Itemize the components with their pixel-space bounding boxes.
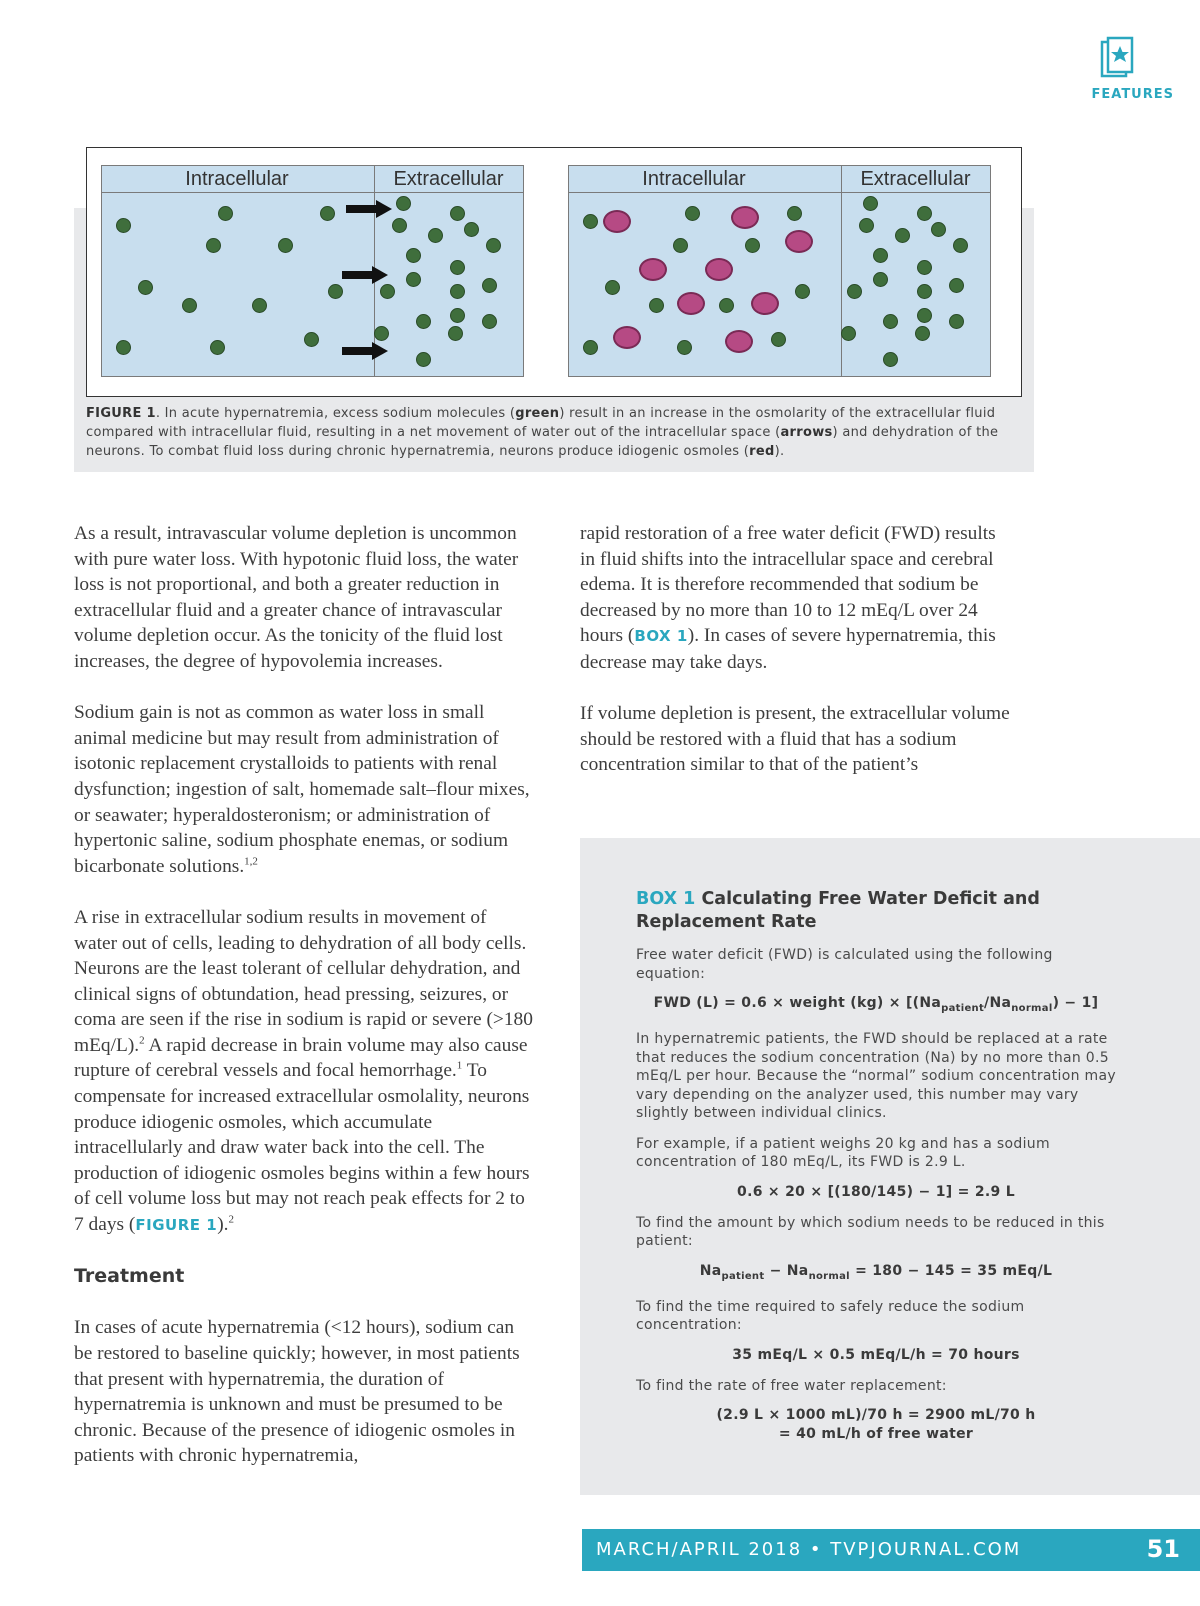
sodium-dot <box>673 238 688 253</box>
sodium-dot <box>917 284 932 299</box>
sodium-dot <box>450 284 465 299</box>
sodium-dot <box>915 326 930 341</box>
sodium-dot <box>895 228 910 243</box>
paragraph: rapid restoration of a free water deficit (FWD) results in fluid shifts into the intracellular space and cerebral edema. It is therefore recommended that sodium be decreased by no more than 10 to 12 mEq/L over 24 hours (BOX 1). In cases of severe hypernatremia, this decrease may take days. <box>580 523 996 673</box>
sodium-dot <box>949 278 964 293</box>
osmole-dot <box>785 230 813 253</box>
sodium-dot <box>677 340 692 355</box>
footer-issue: MARCH/APRIL 2018 • TVPJOURNAL.COM <box>596 1539 1022 1560</box>
sodium-dot <box>486 238 501 253</box>
sodium-dot <box>847 284 862 299</box>
arrow-icon <box>342 342 388 360</box>
equation: FWD (L) = 0.6 × weight $(kg) \times [(Na_{patient}/Na_{normal}) - 1]$ <box>653 995 1099 1014</box>
sodium-dot <box>396 196 411 211</box>
chronic-panel <box>568 165 991 377</box>
sodium-dot <box>649 298 664 313</box>
osmole-dot <box>751 292 779 315</box>
sodium-dot <box>278 238 293 253</box>
sodium-dot <box>450 206 465 221</box>
paragraph: A rise in extracellular sodium results in movement of water out of cells, leading to dehydration of all body cells. Neurons are the least tolerant of cellular dehydration, and clinical signs of obtundation, head pressing, seizures, or coma are seen if the rise in sodium is rapid or severe (>180 mEq/L).$^2$ A rapid decrease in brain volume may also cause rupture of cerebral vessels and focal hemorrhage.$^1$ To compensate for increased extracellular osmolality, neurons produce idiogenic osmoles, which accumulate intracellularly and draw water back into the cell. The production of idiogenic osmoles begins within a few hours of cell volume loss but may not reach peak effects for 2 to 7 days (FIGURE 1).$^2$ <box>74 906 533 1236</box>
sodium-dot <box>320 206 335 221</box>
sodium-dot <box>953 238 968 253</box>
sodium-dot <box>873 272 888 287</box>
sodium-dot <box>392 218 407 233</box>
intracellular-label: Intracellular <box>642 168 746 190</box>
figure-1-link[interactable]: FIGURE 1 <box>135 1216 218 1235</box>
sodium-dot <box>182 298 197 313</box>
intracellular-label: Intracellular <box>185 168 289 190</box>
box-paragraph: Free water deficit (FWD) is calculated using the following equation: <box>636 947 1053 982</box>
figure-caption: FIGURE 1. In acute hypernatremia, excess sodium molecules (green) result in an increase in the osmolarity of the extracellular fluid compared with intracellular fluid, resulting in a net movement of water out of the intracellular space (arrows) and dehydration of the neurons. To combat fluid loss during chronic hypernatremia, neurons produce idiogenic osmoles (red). <box>86 406 999 459</box>
paragraph: As a result, intravascular volume depletion is uncommon with pure water loss. With hypotonic fluid loss, the water loss is not proportional, and both a greater reduction in extracellular fluid and a greater chance of intravascular volume depletion occur. As the tonicity of the fluid lost increases, the degree of hypovolemia increases. <box>74 523 519 672</box>
sodium-dot <box>685 206 700 221</box>
sodium-dot <box>116 218 131 233</box>
sodium-dot <box>841 326 856 341</box>
box-paragraph: For example, if a patient weighs 20 kg and has a sodium concentration of 180 mEq/L, its FWD is 2.9 L. <box>636 1135 1050 1170</box>
osmole-dot <box>613 326 641 349</box>
sodium-dot <box>464 222 479 237</box>
sodium-dot <box>206 238 221 253</box>
paragraph: Sodium gain is not as common as water loss in small animal medicine but may result from administration of isotonic replacement crystalloids to patients with renal dysfunction; ingestion of salt, homemade salt–flour mixes, or seawater; hyperaldosteronism; or administration of hypertonic saline, sodium phosphate enemas, or sodium bicarbonate solutions.$^{1,2}$ <box>74 702 530 877</box>
equation: $Na_{patient} - Na_{normal} = 180 - 145 = 35$ mEq/L <box>699 1262 1053 1282</box>
box-paragraph: To find the time required to safely reduce the sodium concentration: <box>636 1298 1025 1333</box>
box-paragraph: In hypernatremic patients, the FWD should be replaced at a rate that reduces the sodium concentration (Na) by no more than 0.5 mEq/L per hour. Because the “normal” sodium concentration may vary depending on the analyzer used, this number may vary slightly between individual clinics. <box>636 1031 1116 1121</box>
osmole-dot <box>677 292 705 315</box>
sodium-dot <box>859 218 874 233</box>
paragraph: If volume depletion is present, the extracellular volume should be restored with a fluid that has a sodium concentration similar to that of the patient’s <box>580 703 1010 776</box>
box-paragraph: To find the rate of free water replacement: <box>636 1377 947 1394</box>
acute-panel <box>101 165 524 377</box>
osmole-dot <box>725 330 753 353</box>
sodium-dot <box>450 308 465 323</box>
figure-frame <box>86 147 1022 397</box>
sodium-dot <box>931 222 946 237</box>
osmole-dot <box>705 258 733 281</box>
sodium-dot <box>374 326 389 341</box>
bookmark-star-icon <box>1098 36 1138 80</box>
arrow-icon <box>342 266 388 284</box>
sodium-dot <box>605 280 620 295</box>
sodium-dot <box>949 314 964 329</box>
sodium-dot <box>719 298 734 313</box>
sodium-dot <box>380 284 395 299</box>
sodium-dot <box>482 278 497 293</box>
sodium-dot <box>448 326 463 341</box>
arrow-icon <box>346 200 392 218</box>
sodium-dot <box>917 308 932 323</box>
sodium-dot <box>428 228 443 243</box>
sodium-dot <box>883 314 898 329</box>
sodium-dot <box>328 284 343 299</box>
osmole-dot <box>731 206 759 229</box>
osmole-dot <box>639 258 667 281</box>
box-title: BOX 1 Calculating Free Water Deficit and Replacement Rate <box>636 889 1040 932</box>
sodium-dot <box>883 352 898 367</box>
sodium-dot <box>210 340 225 355</box>
sodium-dot <box>583 340 598 355</box>
sodium-dot <box>482 314 497 329</box>
right-column <box>580 521 1010 778</box>
extracellular-label: Extracellular <box>860 168 971 190</box>
equation: 35 mEq/L × 0.5 mEq/L/h = 70 hours <box>732 1346 1020 1363</box>
sodium-dot <box>406 272 421 287</box>
equation: (2.9 L × 1000 mL)/70 h = 2900 mL/70 h = 40 mL/h of free water <box>716 1407 1036 1442</box>
box-paragraph: To find the amount by which sodium needs to be reduced in this patient: <box>636 1214 1105 1249</box>
box-1 <box>580 838 1200 1495</box>
sodium-dot <box>583 214 598 229</box>
sodium-dot <box>745 238 760 253</box>
sodium-dot <box>406 248 421 263</box>
sodium-dot <box>138 280 153 295</box>
sodium-dot <box>218 206 233 221</box>
sodium-dot <box>863 196 878 211</box>
extracellular-label: Extracellular <box>393 168 504 190</box>
sodium-dot <box>416 352 431 367</box>
sodium-dot <box>304 332 319 347</box>
osmole-dot <box>603 210 631 233</box>
sodium-dot <box>450 260 465 275</box>
footer-bar <box>582 1529 1200 1571</box>
sodium-dot <box>116 340 131 355</box>
sodium-dot <box>795 284 810 299</box>
sodium-dot <box>252 298 267 313</box>
paragraph: In cases of acute hypernatremia (<12 hours), sodium can be restored to baseline quickly; however, in most patients that present with hypernatremia, the duration of hypernatremia is unknown and must be presumed to be chronic. Because of the presence of idiogenic osmoles in patients with chronic hypernatremia, <box>74 1317 520 1467</box>
sodium-dot <box>416 314 431 329</box>
sodium-dot <box>771 332 786 347</box>
page-number: 51 <box>1146 1535 1180 1563</box>
sodium-dot <box>787 206 802 221</box>
section-label: FEATURES <box>1091 87 1174 102</box>
left-column <box>74 521 534 1469</box>
sodium-dot <box>917 260 932 275</box>
section-heading: Treatment <box>74 1265 185 1288</box>
box-1-link[interactable]: BOX 1 <box>634 627 688 646</box>
sodium-dot <box>873 248 888 263</box>
equation: 0.6 × 20 × [(180/145) − 1] = 2.9 L <box>737 1183 1015 1200</box>
sodium-dot <box>917 206 932 221</box>
